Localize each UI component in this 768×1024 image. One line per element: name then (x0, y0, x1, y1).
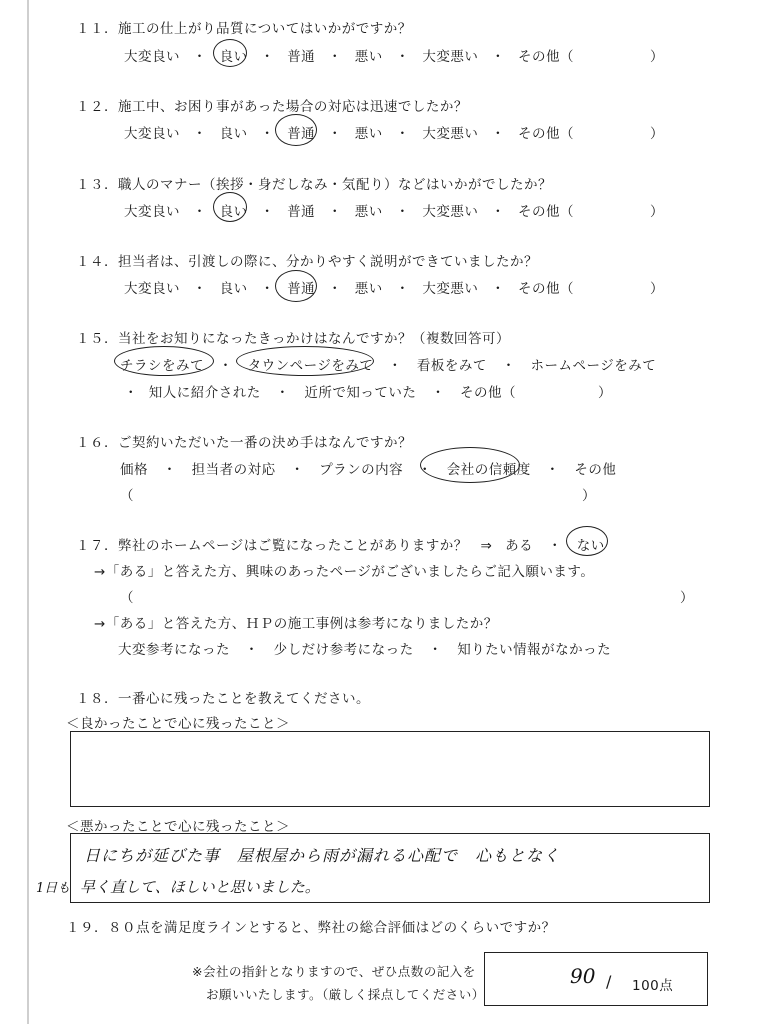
option: 大変良い (124, 49, 180, 65)
option-selected: タウンページをみて (247, 358, 374, 374)
option: 良い (219, 126, 248, 142)
answer-circle (420, 447, 520, 483)
q17-sub1: →「ある」と答えた方、興味のあったページがございましたらご記入願います。 (94, 564, 595, 580)
option: 大変悪い (422, 49, 479, 65)
option: 普通 (287, 204, 316, 220)
option: 悪い (354, 126, 383, 142)
option: 悪い (354, 49, 383, 65)
score-max: 100点 (632, 978, 674, 994)
q13-close: ） (650, 204, 664, 220)
option: 少しだけ参考になった (273, 642, 414, 658)
answer-circle (213, 39, 247, 67)
q17-open: （ (120, 590, 134, 606)
arrow: ⇒ (480, 538, 493, 554)
q17-question: １７．弊社のホームページはご覧になったことがありますか？ ⇒ ある ・ ない (76, 538, 605, 554)
q16-close: ） (582, 488, 596, 504)
bad-label: ＜悪かったことで心に残ったこと＞ (66, 819, 290, 835)
option: 知人に紹介された (148, 385, 261, 401)
answer-circle (275, 270, 317, 302)
q15-close: ） (598, 385, 612, 401)
q13-question: １３．職人のマナー（挨拶・身だしなみ・気配り）などはいかがでしたか？ (76, 177, 552, 193)
option: 普通 (287, 49, 316, 65)
bad-answer-line2: 早く直して、ほしいと思いました。 (80, 878, 320, 896)
option-selected: 普通 (287, 126, 316, 142)
option: 価格 (120, 462, 148, 478)
option: 近所で知っていた (304, 385, 417, 401)
option: プランの内容 (319, 462, 404, 478)
option: その他（ (517, 204, 574, 220)
q16-open: （ (120, 488, 134, 504)
option-selected: 良い (219, 49, 248, 65)
q19-note2: お願いいたします。（厳しく採点してください） (206, 987, 485, 1002)
option-selected: 会社の信頼度 (446, 462, 531, 478)
q14-options: 大変良い ・ 良い ・ 普通 ・ 悪い ・ 大変悪い ・ その他（ (124, 281, 574, 297)
q18-question: １８．一番心に残ったことを教えてください。 (76, 691, 370, 707)
q19-question: １９．８０点を満足度ラインとすると、弊社の総合評価はどのくらいですか？ (66, 920, 556, 936)
option: 大変悪い (422, 281, 479, 297)
option: 知りたい情報がなかった (457, 642, 612, 658)
good-label: ＜良かったことで心に残ったこと＞ (66, 716, 290, 732)
option: その他（ (459, 385, 516, 401)
bad-answer-margin-note: 1日も (36, 881, 71, 896)
answer-circle (275, 114, 317, 146)
answer-circle (213, 192, 247, 222)
bad-answer-line1: 日にちが延びた事 屋根屋から雨が漏れる心配で 心もとなく (84, 846, 561, 865)
option: 大変参考になった (118, 642, 230, 658)
q12-question: １２．施工中、お困り事があった場合の対応は迅速でしたか？ (76, 99, 468, 115)
q14-close: ） (650, 281, 664, 297)
q16-options: 価格 ・ 担当者の対応 ・ プランの内容 ・ 会社の信頼度 ・ その他 (120, 462, 617, 478)
option: 看板をみて (416, 358, 487, 374)
answer-circle (114, 346, 214, 376)
q15-row2: ・ 知人に紹介された ・ 近所で知っていた ・ その他（ (124, 385, 516, 401)
option: 大変良い (124, 204, 180, 220)
q15-question: １５．当社をお知りになったきっかけはなんですか？（複数回答可） (76, 331, 510, 347)
good-answer-box[interactable] (70, 731, 710, 807)
option-selected: ない (576, 538, 605, 554)
option-selected: チラシをみて (120, 358, 204, 374)
option: その他（ (517, 281, 574, 297)
q19-note1: ※会社の指針となりますので、ぜひ点数の記入を (192, 964, 476, 979)
option: 大変良い (124, 281, 180, 297)
answer-circle (236, 346, 374, 376)
q16-question: １６．ご契約いただいた一番の決め手はなんですか？ (76, 435, 412, 451)
option: その他（ (517, 49, 574, 65)
option: 悪い (354, 281, 383, 297)
option: その他（ (517, 126, 574, 142)
q11-close: ） (650, 49, 664, 65)
option-selected: 良い (219, 204, 248, 220)
option: 良い (219, 281, 248, 297)
q17-sub2: →「ある」と答えた方、ＨＰの施工事例は参考になりましたか？ (94, 616, 498, 632)
q15-row1: チラシをみて ・ タウンページをみて ・ 看板をみて ・ ホームページをみて (120, 358, 657, 374)
q11-question: １１．施工の仕上がり品質についてはいかがですか？ (76, 21, 412, 37)
page-binding-edge (27, 0, 29, 1024)
option: 大変悪い (422, 126, 479, 142)
option: その他 (574, 462, 617, 478)
q17-sub2-options: 大変参考になった ・ 少しだけ参考になった ・ 知りたい情報がなかった (118, 642, 612, 658)
score-slash: / (606, 972, 612, 991)
option: ホームページをみて (530, 358, 657, 374)
q12-close: ） (650, 126, 664, 142)
option: 大変悪い (422, 204, 479, 220)
q13-options: 大変良い ・ 良い ・ 普通 ・ 悪い ・ 大変悪い ・ その他（ (124, 204, 574, 220)
option: 大変良い (124, 126, 180, 142)
q12-options: 大変良い ・ 良い ・ 普通 ・ 悪い ・ 大変悪い ・ その他（ (124, 126, 574, 142)
option: 悪い (354, 204, 383, 220)
q14-question: １４．担当者は、引渡しの際に、分かりやすく説明ができていましたか？ (76, 254, 538, 270)
option-selected: 普通 (287, 281, 316, 297)
score-box[interactable] (484, 952, 708, 1006)
q11-options: 大変良い ・ 良い ・ 普通 ・ 悪い ・ 大変悪い ・ その他（ (124, 49, 574, 65)
option: ある (505, 538, 534, 554)
answer-circle (566, 526, 608, 556)
q17-close: ） (680, 590, 694, 606)
score-value: 90 (570, 964, 596, 988)
option: 担当者の対応 (191, 462, 276, 478)
